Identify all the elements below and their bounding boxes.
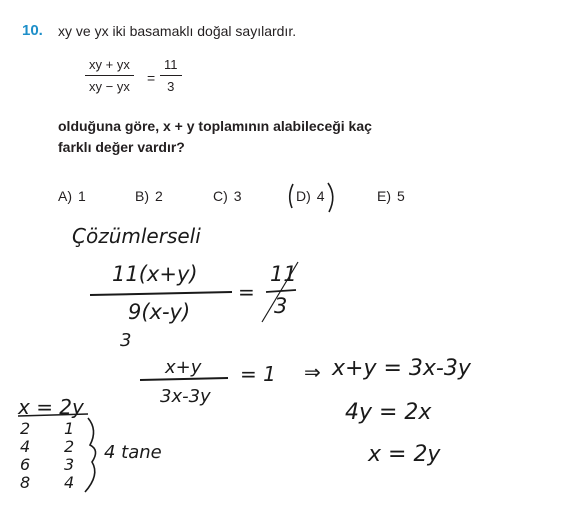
- equals-sign: =: [147, 70, 156, 86]
- right-numerator: 11: [164, 57, 178, 72]
- hw-step1-rhs-num: 11: [270, 262, 297, 286]
- step1-fraction-bar: [90, 292, 232, 295]
- brace: [85, 418, 96, 492]
- hw-count: 4 tane: [104, 442, 162, 463]
- x-value: 4: [20, 437, 31, 456]
- option-a[interactable]: A) 1: [58, 188, 86, 204]
- question-number: 10.: [22, 22, 43, 39]
- y-value: 3: [64, 455, 75, 474]
- y-value: 1: [64, 419, 75, 438]
- hw-step1-denominator: 9(x-y): [128, 300, 191, 324]
- hw-step3: 4y = 2x: [345, 400, 432, 425]
- option-b[interactable]: B) 2: [135, 188, 163, 204]
- left-denominator: xy − yx: [89, 79, 130, 95]
- hw-left-eq: x = 2y: [18, 395, 84, 419]
- hw-heading: Çözümlerseli: [72, 224, 201, 248]
- condition-line-2: farklı değer vardır?: [58, 139, 185, 155]
- option-c[interactable]: C) 3: [213, 188, 242, 204]
- hw-x-values: [20, 420, 30, 492]
- x-value: 8: [20, 473, 31, 492]
- hw-y-values: [64, 420, 74, 492]
- x-value: 6: [20, 455, 31, 474]
- hw-step1-numerator: 11(x+y): [112, 262, 198, 286]
- hw-step2-equals: = 1: [240, 362, 276, 386]
- step2-fraction-bar: [140, 378, 228, 380]
- hw-step2-result: x+y = 3x-3y: [332, 356, 471, 381]
- hw-step2-denominator: 3x-3y: [160, 386, 211, 407]
- hw-step1-equals: =: [238, 280, 255, 304]
- hw-step1-rhs-den: 3: [274, 294, 288, 318]
- hw-step4: x = 2y: [368, 442, 441, 467]
- right-denominator: 3: [167, 79, 175, 95]
- y-value: 2: [64, 437, 75, 456]
- hw-step2-numerator: x+y: [165, 357, 202, 378]
- left-numerator: xy + yx: [89, 57, 130, 72]
- option-d[interactable]: D) 4: [296, 188, 325, 204]
- option-e[interactable]: E) 5: [377, 188, 405, 204]
- hw-step1-small: 3: [120, 330, 132, 351]
- condition-line-1: olduğuna göre, x + y toplamının alabileceği kaç: [58, 118, 372, 134]
- x-value: 2: [20, 419, 31, 438]
- question-intro: xy ve yx iki basamaklı doğal sayılardır.: [58, 23, 297, 39]
- answer-circle: [290, 183, 333, 212]
- hw-arrow: ⇒: [304, 360, 321, 384]
- y-value: 4: [64, 473, 75, 492]
